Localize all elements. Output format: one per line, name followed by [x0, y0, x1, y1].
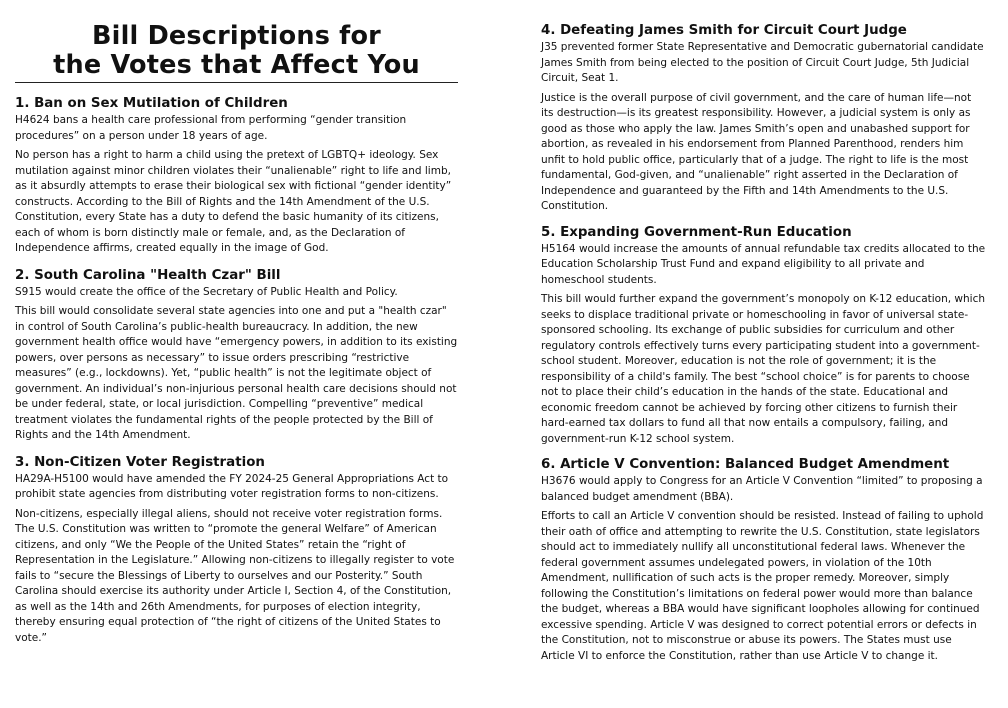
- bill-summary: H5164 would increase the amounts of annual refundable tax credits allocated to the Education Scholarship Trust Fund and expand eligibility to all private and homeschool students.: [541, 242, 986, 286]
- page-title: [15, 22, 458, 83]
- bill-section-2: [15, 267, 458, 444]
- bill-summary: S915 would create the office of the Secretary of Public Health and Policy.: [15, 285, 398, 298]
- bill-commentary: This bill would consolidate several state agencies into one and put a "health czar" in control of South Carolina’s public-health bureaucracy. In addition, the new government health office would have “emergency powers, in addition to its existing powers, over persons as necessary” to issue orders prescribing “restrictive measures” (e.g., lockdowns). Yet, “public health” is not the legitimate object of government. An individual’s non-injurious personal health care decisions should not be under federal, state, or local jurisdiction. Compelling “preventive” medical treatment violates the fundamental rights of the people protected by the Bill of Rights and the 14th Amendment.: [15, 305, 458, 441]
- bill-summary: J35 prevented former State Representative and Democratic gubernatorial candidate James Smith from being elected to the position of Circuit Court Judge, 5th Judicial Circuit, Seat 1.: [541, 41, 984, 84]
- bill-summary: HA29A-H5100 would have amended the FY 2024-25 General Appropriations Act to prohibit state agencies from distributing voter registration forms to non-citizens.: [15, 472, 449, 500]
- bill-heading: 5. Expanding Government-Run Education: [541, 224, 852, 240]
- title-line-2: the Votes that Affect You: [53, 50, 420, 80]
- bill-section-5: [541, 224, 987, 448]
- bill-commentary: Justice is the overall purpose of civil government, and the care of human life—not its destruction—is its greatest responsibility. However, a judicial system is only as good as those who apply the law. James Smith’s open and unabashed support for abortion, as revealed in his endorsement from Planned Parenthood, renders him unfit to hold public office, particularly that of a judge. The right to life is the most fundamental, God-given, and “unalienable” right asserted in the Declaration of Independence and guaranteed by the Fifth and 14th Amendments to the U.S. Constitution.: [541, 91, 972, 212]
- bill-section-4: [541, 22, 987, 215]
- bill-section-1: [15, 95, 458, 257]
- bill-summary: H3676 would apply to Congress for an Article V Convention “limited” to proposing a balanced budget amendment (BBA).: [541, 475, 983, 503]
- bill-heading: 6. Article V Convention: Balanced Budget Amendment: [541, 457, 950, 472]
- bill-section-3: [15, 454, 458, 647]
- bill-commentary: Non-citizens, especially illegal aliens, should not receive voter registration forms. The U.S. Constitution was written to “promote the general Welfare” of American citizens, and only “We the People of the United States” retain the “right of Representation in the Legislature.” Allowing non-citizens to illegally register to vote fails to “secure the Blessings of Liberty to ourselves and our Posterity.” South Carolina should exercise its authority under Article I, Section 4, of the Constitution, as well as the 14th and 26th Amendments, for purposes of election integrity, thereby ensuring equal protection of “the right of citizens of the United States to vote.”: [15, 507, 455, 644]
- bill-heading: 1. Ban on Sex Mutilation of Children: [15, 96, 288, 111]
- bill-commentary: Efforts to call an Article V convention should be resisted. Instead of failing to uphold their oath of office and attempting to rewrite the U.S. Constitution, state legislators should act to immediately nullify all unconstitutional federal laws. Whenever the federal government assumes undelegated powers, in violation of the 10th Amendment, nullification of such acts is the proper remedy. Moreover, simply following the Constitution’s limitations on federal power would more than balance the budget, whereas a BBA would have significant loopholes allowing for continued excessive spending. Article V was designed to correct potential errors or defects in the Constitution, not to misconstrue or abuse its powers. The States must use Article VI to enforce the Constitution, rather than use Article V to change it.: [541, 510, 984, 662]
- bill-section-6: [541, 456, 987, 664]
- bill-heading: 4. Defeating James Smith for Circuit Court Judge: [541, 23, 907, 38]
- bill-commentary: This bill would further expand the government’s monopoly on K-12 education, which seeks to displace traditional private or homeschooling in favor of universal state-sponsored schooling. Its exchange of public subsidies for curriculum and other regulatory controls effectively turns every participating student into a government-school student. Moreover, education is not the role of government; it is the responsibility of a child's family. The best “school choice” is for parents to choose not to place their child’s education in the hands of the state. Educational and economic freedom cannot be achieved by forcing other citizens to furnish their hard-earned tax dollars to fund all that now entails a compulsory, failing, and government-run K-12 school system.: [541, 293, 985, 445]
- bill-heading: 3. Non-Citizen Voter Registration: [15, 454, 265, 470]
- right-column: [541, 0, 987, 668]
- bill-summary: H4624 bans a health care professional from performing “gender transition procedures” on a person under 18 years of age.: [15, 114, 407, 142]
- title-line-1: Bill Descriptions for: [92, 21, 381, 51]
- left-column: [15, 0, 458, 650]
- bill-commentary: No person has a right to harm a child using the pretext of LGBTQ+ ideology. Sex mutilation against minor children violates their “unalienable” right to life and limb, as it absurdly attempts to erase their biological sex with fictional “gender identity” constructs. According to the Bill of Rights and the 14th Amendment of the U.S. Constitution, every State has a duty to defend the basic humanity of its citizens, each of whom is born distinctly male or female, and, as the Declaration of Independence affirms, created equally in the image of God.: [15, 149, 452, 254]
- bill-heading: 2. South Carolina "Health Czar" Bill: [15, 267, 281, 283]
